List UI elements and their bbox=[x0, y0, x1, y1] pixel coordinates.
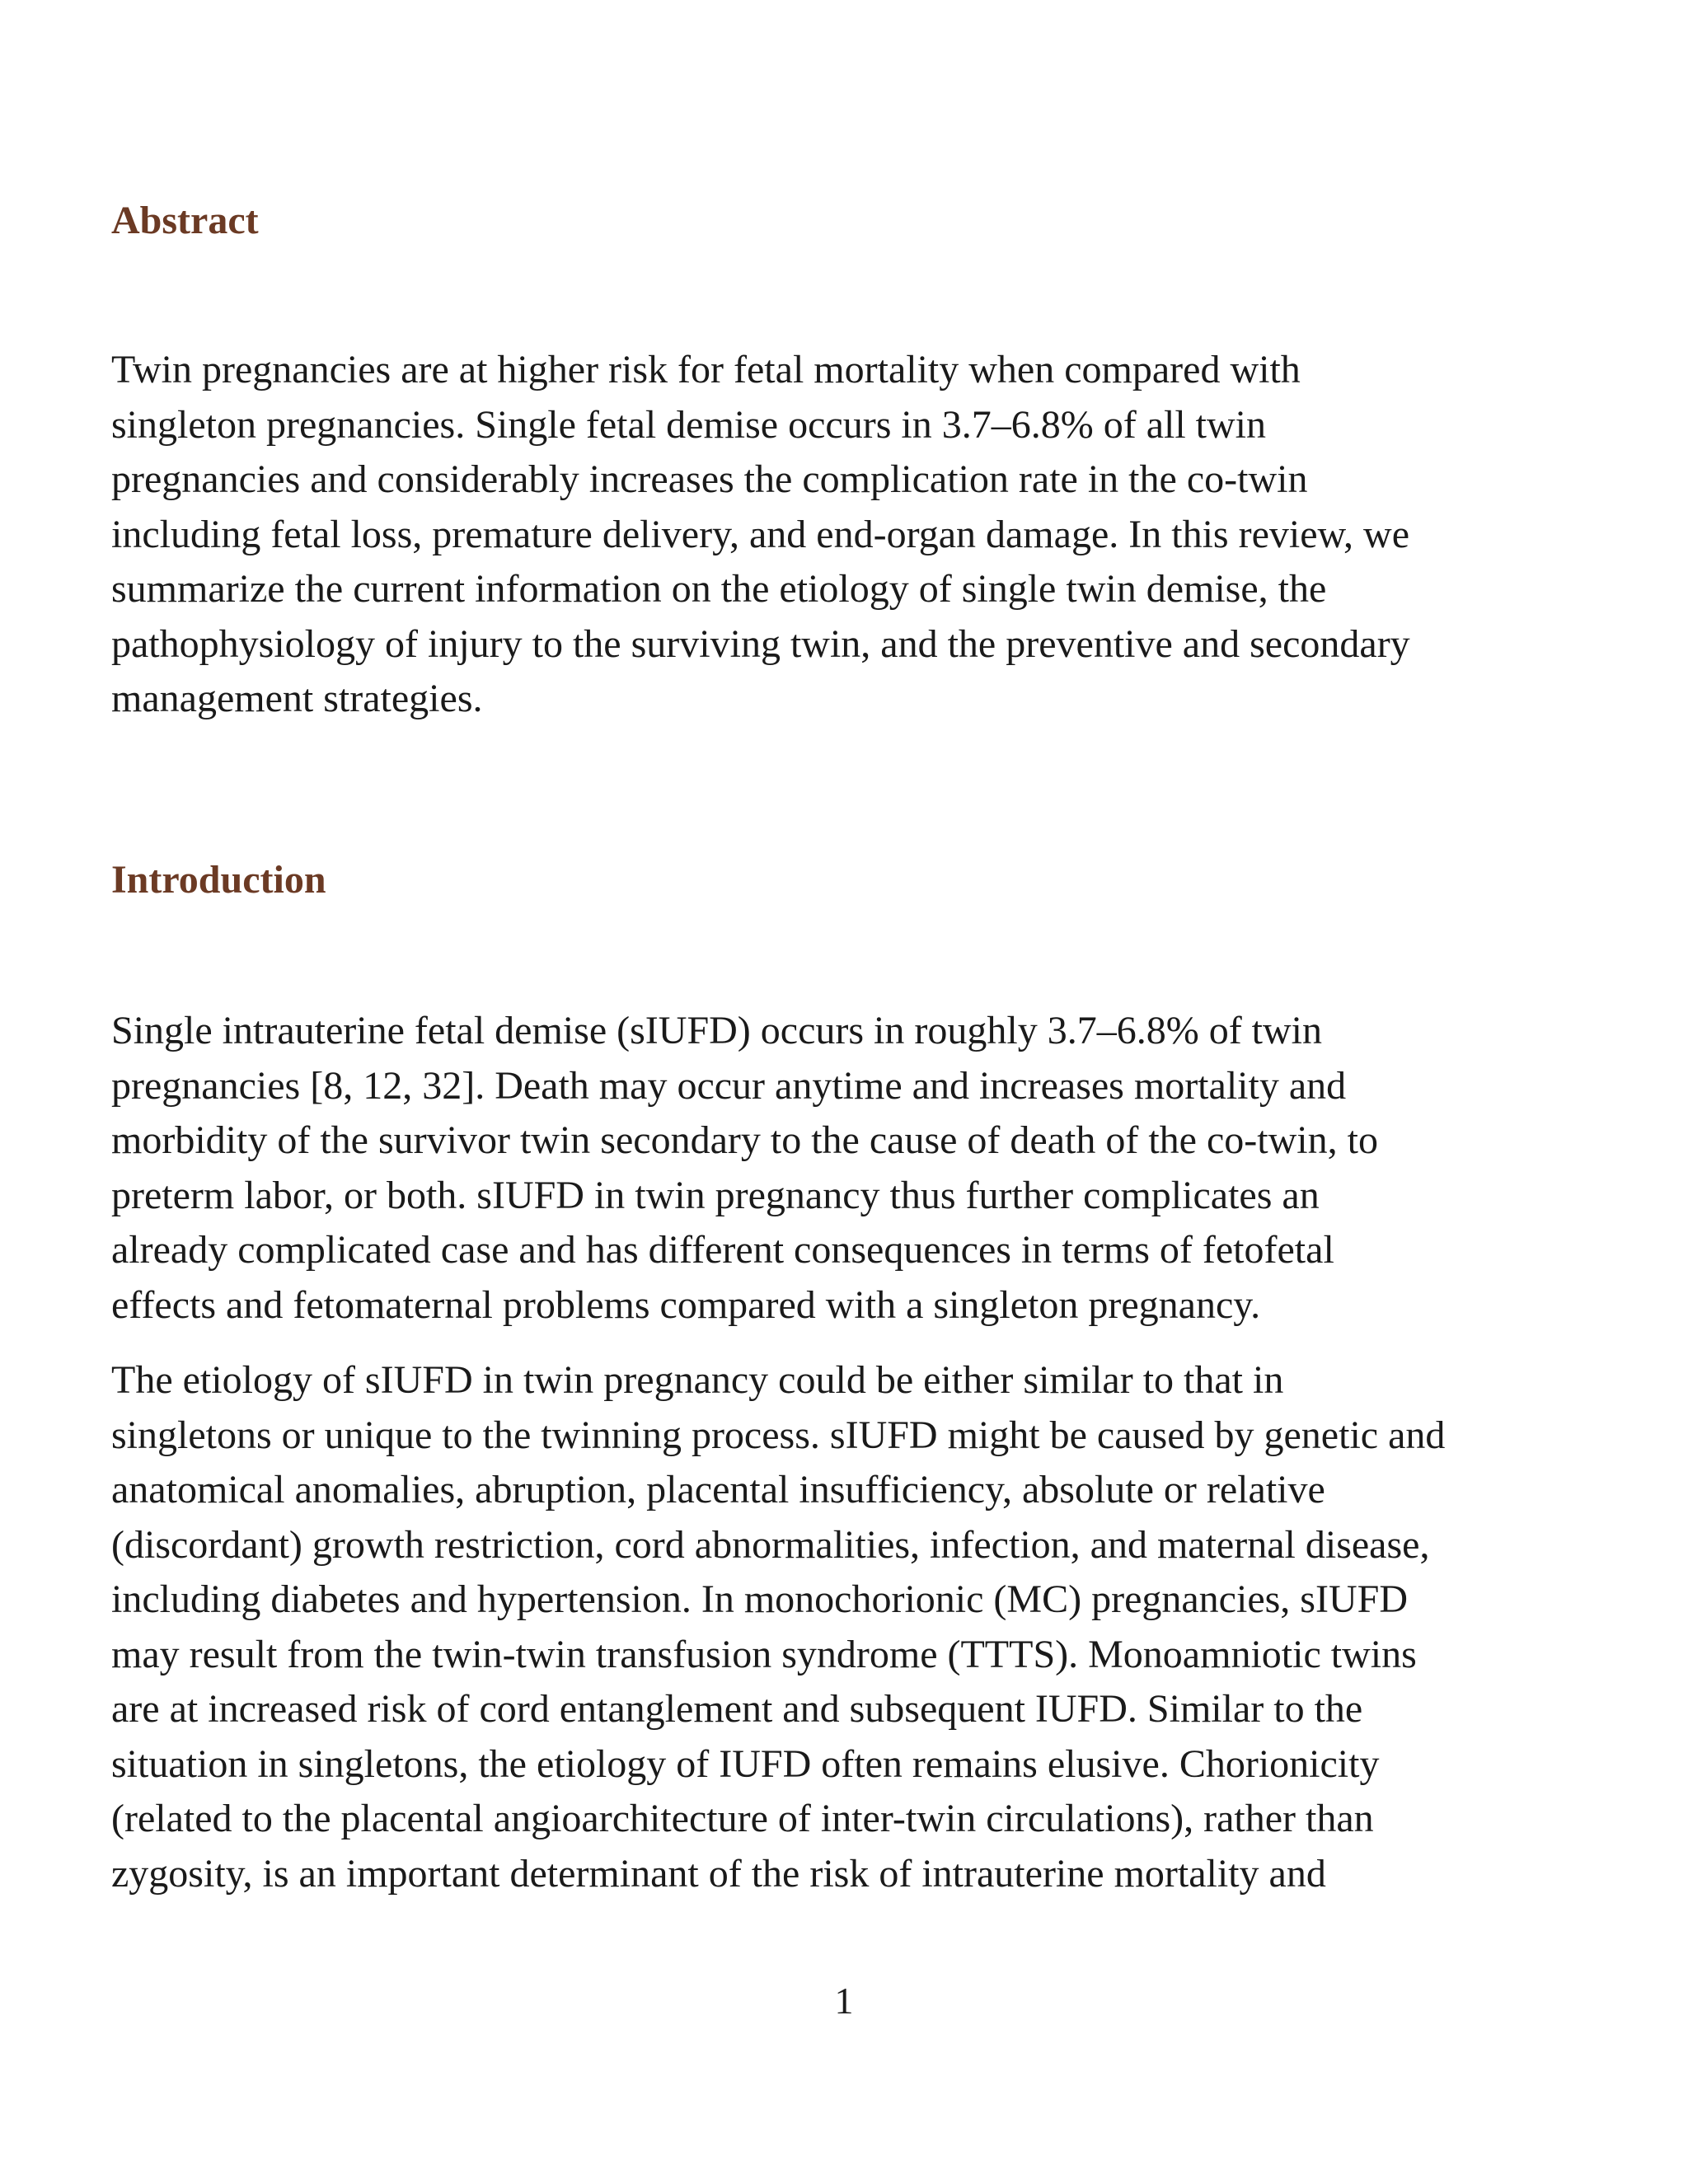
abstract-line: pregnancies and considerably increases the complication rate in the co-twin bbox=[111, 457, 1308, 501]
intro-p2-line: anatomical anomalies, abruption, placental insufficiency, absolute or relative bbox=[111, 1468, 1325, 1511]
introduction-paragraph-1 bbox=[111, 1004, 1595, 1333]
intro-p2-line: may result from the twin-twin transfusion syndrome (TTTS). Monoamniotic twins bbox=[111, 1632, 1417, 1676]
intro-p1-line: effects and fetomaternal problems compared with a singleton pregnancy. bbox=[111, 1282, 1261, 1327]
intro-p1-line: preterm labor, or both. sIUFD in twin pregnancy thus further complicates an bbox=[111, 1173, 1320, 1217]
abstract-paragraph bbox=[111, 343, 1595, 727]
intro-p2-line: are at increased risk of cord entanglement and subsequent IUFD. Similar to the bbox=[111, 1687, 1363, 1731]
abstract-heading: Abstract bbox=[111, 199, 259, 242]
intro-p2-line: situation in singletons, the etiology of IUFD often remains elusive. Chorionicity bbox=[111, 1741, 1380, 1786]
abstract-line: Twin pregnancies are at higher risk for fetal mortality when compared with bbox=[111, 348, 1301, 391]
abstract-line: management strategies. bbox=[111, 677, 483, 720]
intro-p1-line: morbidity of the survivor twin secondary to the cause of death of the co-twin, to bbox=[111, 1118, 1378, 1162]
abstract-line: including fetal loss, premature delivery, and end-organ damage. In this review, we bbox=[111, 512, 1410, 556]
intro-p2-line: zygosity, is an important determinant of the risk of intrauterine mortality and bbox=[111, 1851, 1326, 1896]
introduction-heading: Introduction bbox=[111, 858, 326, 902]
abstract-line: pathophysiology of injury to the surviving twin, and the preventive and secondary bbox=[111, 621, 1410, 666]
abstract-line: singleton pregnancies. Single fetal demise occurs in 3.7–6.8% of all twin bbox=[111, 402, 1266, 447]
introduction-paragraph-2 bbox=[111, 1353, 1595, 1901]
intro-p2-line: The etiology of sIUFD in twin pregnancy could be either similar to that in bbox=[111, 1358, 1284, 1402]
intro-p2-line: including diabetes and hypertension. In monochorionic (MC) pregnancies, sIUFD bbox=[111, 1577, 1408, 1621]
abstract-line: summarize the current information on the etiology of single twin demise, the bbox=[111, 567, 1327, 611]
intro-p1-line: Single intrauterine fetal demise (sIUFD) occurs in roughly 3.7–6.8% of twin bbox=[111, 1009, 1323, 1052]
intro-p1-line: already complicated case and has different consequences in terms of fetofetal bbox=[111, 1228, 1334, 1272]
intro-p2-line: (related to the placental angioarchitecture of inter-twin circulations), rather than bbox=[111, 1797, 1374, 1840]
intro-p2-line: singletons or unique to the twinning process. sIUFD might be caused by genetic and bbox=[111, 1413, 1446, 1457]
page-number: 1 bbox=[834, 1980, 854, 2022]
intro-p1-line: pregnancies [8, 12, 32]. Death may occur anytime and increases mortality and bbox=[111, 1063, 1347, 1108]
intro-p2-line: (discordant) growth restriction, cord abnormalities, infection, and maternal disease, bbox=[111, 1522, 1430, 1567]
